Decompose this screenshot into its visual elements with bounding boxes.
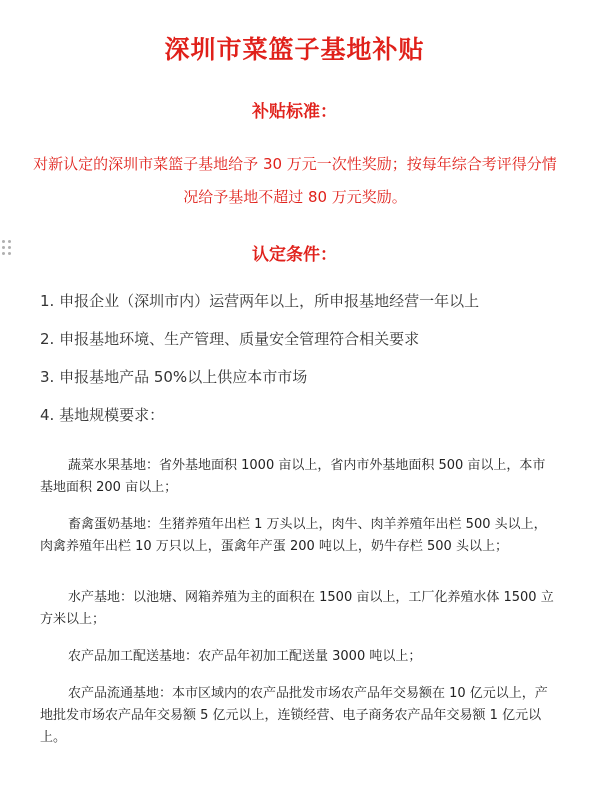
standard-text: 对新认定的深圳市菜篮子基地给予 30 万元一次性奖励；按每年综合考评得分情况给予基地不超过 80 万元奖励。 [33,155,557,206]
scale-livestock: 畜禽蛋奶基地：生猪养殖年出栏 1 万头以上，肉牛、肉羊养殖年出栏 500 头以上，肉禽养殖年出栏 10 万只以上，蛋禽年产蛋 200 吨以上，奶牛存栏 500 头以上； [40,517,547,554]
criteria-item: 4. 基地规模要求： [40,406,165,424]
scale-aquatic: 水产基地：以池塘、网箱养殖为主的面积在 1500 亩以上，工厂化养殖水体 1500 立方米以上； [40,590,554,627]
criteria-item: 1. 申报企业（深圳市内）运营两年以上，所申报基地经营一年以上 [40,292,480,310]
criteria-list [40,290,560,442]
criteria-heading: 认定条件： [252,245,337,265]
criteria-item: 3. 申报基地产品 50%以上供应本市市场 [40,368,308,386]
scale-vegetable-fruit: 蔬菜水果基地：省外基地面积 1000 亩以上，省内市外基地面积 500 亩以上，本市基地面积 200 亩以上； [40,458,546,495]
scale-processing: 农产品加工配送基地：农产品年初加工配送量 3000 吨以上； [68,649,422,664]
criteria-item: 2. 申报基地环境、生产管理、质量安全管理符合相关要求 [40,330,420,348]
page-title: 深圳市菜篮子基地补贴 [164,35,425,64]
standard-heading: 补贴标准： [252,102,337,122]
scale-distribution: 农产品流通基地：本市区域内的农产品批发市场农产品年交易额在 10 亿元以上，产地批发市场农产品年交易额 5 亿元以上，连锁经营、电子商务农产品年交易额 1 亿元以上。 [40,686,548,745]
